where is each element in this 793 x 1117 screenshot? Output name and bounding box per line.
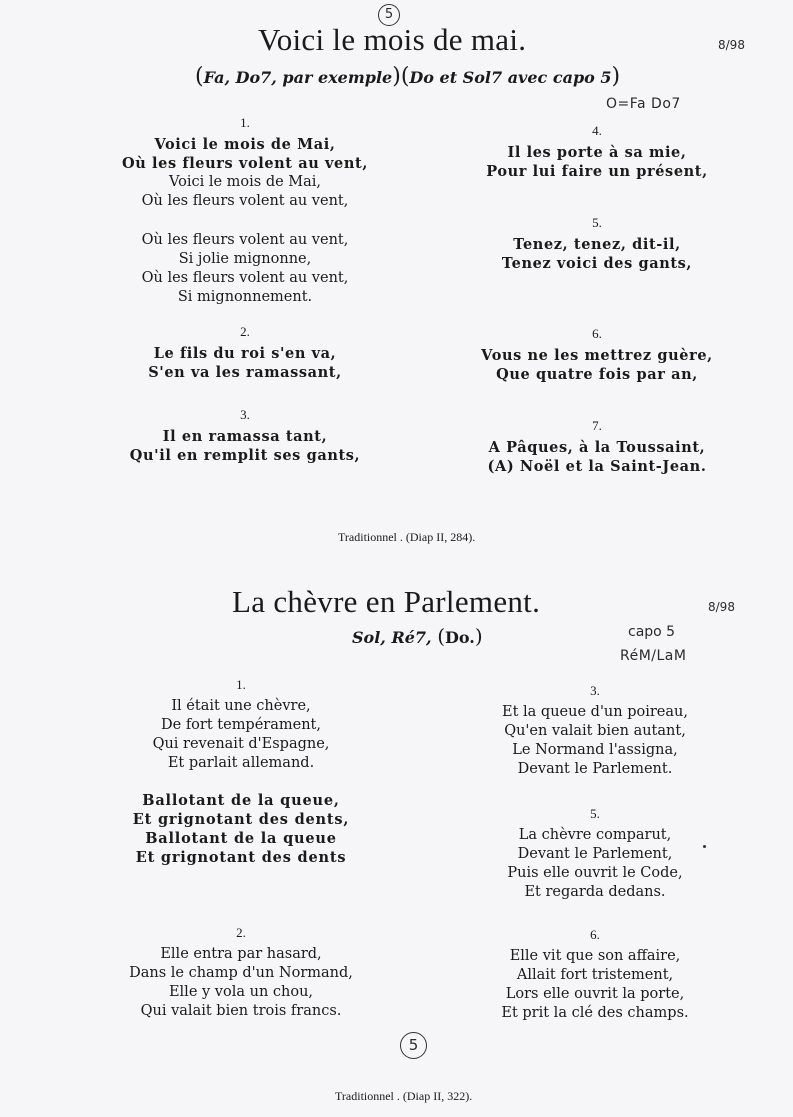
verse-line: Qu'il en remplit ses gants, xyxy=(129,447,361,464)
song1-handwritten-note: O=Fa Do7 xyxy=(606,96,681,112)
verse-line: Et regarda dedans. xyxy=(524,884,666,900)
verse-number: 3. xyxy=(240,407,250,422)
song1-title: Voici le mois de mai. xyxy=(258,22,527,57)
song1-capo: Do et Sol7 avec capo 5 xyxy=(409,68,612,87)
verse-line: Le fils du roi s'en va, xyxy=(153,345,337,362)
verse-number: 7. xyxy=(592,418,602,433)
verse-line: Il les porte à sa mie, xyxy=(507,144,687,161)
verse-number: 4. xyxy=(592,123,602,138)
verse-line: Elle vit que son affaire, xyxy=(509,948,681,964)
verse-line: Elle entra par hasard, xyxy=(160,946,322,962)
song1-footer: Traditionnel . (Diap II, 284). xyxy=(338,530,476,544)
page-marker-top-text: 5 xyxy=(384,7,394,22)
song1-verse-6 xyxy=(447,325,747,384)
verse-number: 1. xyxy=(236,677,246,692)
verse-line: Le Normand l'assigna, xyxy=(512,742,678,758)
verse-line: Il en ramassa tant, xyxy=(162,428,328,445)
verse-line: Elle y vola un chou, xyxy=(168,984,314,1000)
verse-line: Devant le Parlement. xyxy=(517,761,673,777)
song2-capo-note: capo 5 xyxy=(628,624,676,640)
refrain-line: Où les fleurs volent au vent, xyxy=(141,270,349,286)
verse-line: (A) Noël et la Saint-Jean. xyxy=(487,458,707,475)
verse-line: Et prit la clé des champs. xyxy=(501,1005,689,1021)
verse-line: Pour lui faire un présent, xyxy=(486,163,708,180)
refrain-line: Ballotant de la queue xyxy=(145,830,337,847)
verse-line: Tenez voici des gants, xyxy=(501,255,693,272)
verse-line: Puis elle ouvrit le Code, xyxy=(507,865,683,881)
verse-line: La chèvre comparut, xyxy=(518,827,672,843)
verse-line: Où les fleurs volent au vent, xyxy=(122,155,368,172)
song2-verse-3 xyxy=(445,682,745,779)
song1-verse-5 xyxy=(447,214,747,273)
verse-line: Il était une chèvre, xyxy=(171,698,311,714)
song2-date: 8/98 xyxy=(708,600,735,614)
verse-line: Vous ne les mettrez guère, xyxy=(481,347,713,364)
refrain-line: Si mignonnement. xyxy=(177,289,313,305)
song2-chords-alt: Do. xyxy=(445,628,475,647)
refrain-line: Ballotant de la queue, xyxy=(142,792,340,809)
song1-chords-line: (Fa, Do7, par exemple)(Do et Sol7 avec capo 5) xyxy=(195,64,621,89)
song2-refrain xyxy=(91,791,391,867)
verse-line: Qu'en valait bien autant, xyxy=(504,723,686,739)
verse-line: A Pâques, à la Toussaint, xyxy=(488,439,706,456)
song2-chords: Sol, Ré7, xyxy=(352,628,432,647)
song2-verse-6 xyxy=(445,926,745,1023)
song1-verse-1 xyxy=(95,114,395,211)
verse-line: Et la queue d'un poireau, xyxy=(502,704,688,720)
song1-verse-4 xyxy=(447,122,747,181)
page-marker-bottom-text: 5 xyxy=(408,1036,419,1054)
refrain-line: Et grignotant des dents xyxy=(135,849,347,866)
song2-chords-line: Sol, Ré7, (Do.) xyxy=(352,624,483,648)
verse-number: 5. xyxy=(592,215,602,230)
refrain-line: Si jolie mignonne, xyxy=(178,251,312,267)
verse-line: Que quatre fois par an, xyxy=(496,366,698,383)
verse-line: De fort tempérament, xyxy=(161,717,321,733)
song2-verse-2 xyxy=(91,924,391,1021)
verse-line: S'en va les ramassant, xyxy=(148,364,342,381)
song2-verse-1 xyxy=(91,676,391,773)
song1-verse-3 xyxy=(95,406,395,465)
song1-verse-2 xyxy=(95,323,395,382)
verse-number: 2. xyxy=(236,925,246,940)
page-marker-bottom xyxy=(400,1032,427,1059)
verse-line: Lors elle ouvrit la porte, xyxy=(505,986,685,1002)
verse-number: 1. xyxy=(240,115,250,130)
song2-footer: Traditionnel . (Diap II, 322). xyxy=(335,1089,473,1103)
song2-verse-5 xyxy=(445,805,745,902)
verse-line: Allait fort tristement, xyxy=(516,967,674,983)
verse-line: Qui valait bien trois francs. xyxy=(140,1003,342,1019)
verse-line: Voici le mois de Mai, xyxy=(168,174,322,190)
verse-line: Tenez, tenez, dit-il, xyxy=(513,236,681,253)
refrain-line: Où les fleurs volent au vent, xyxy=(141,232,349,248)
song2-capo-chords: RéM/LaM xyxy=(620,648,687,664)
stray-mark xyxy=(703,845,706,848)
verse-number: 2. xyxy=(240,324,250,339)
verse-number: 6. xyxy=(592,326,602,341)
verse-line: Voici le mois de Mai, xyxy=(154,136,336,153)
verse-line: Devant le Parlement, xyxy=(517,846,673,862)
refrain-line: Et grignotant des dents, xyxy=(132,811,350,828)
song1-date: 8/98 xyxy=(718,38,745,52)
verse-line: Dans le champ d'un Normand, xyxy=(129,965,353,981)
verse-line: Et parlait allemand. xyxy=(167,755,315,771)
verse-line: Qui revenait d'Espagne, xyxy=(152,736,330,752)
song1-chords: Fa, Do7, par exemple xyxy=(203,68,393,87)
song1-refrain xyxy=(95,231,395,307)
verse-number: 5. xyxy=(590,806,600,821)
verse-line: Où les fleurs volent au vent, xyxy=(141,193,349,209)
song2-title: La chèvre en Parlement. xyxy=(232,584,541,619)
verse-number: 3. xyxy=(590,683,600,698)
song1-verse-7 xyxy=(447,417,747,476)
verse-number: 6. xyxy=(590,927,600,942)
